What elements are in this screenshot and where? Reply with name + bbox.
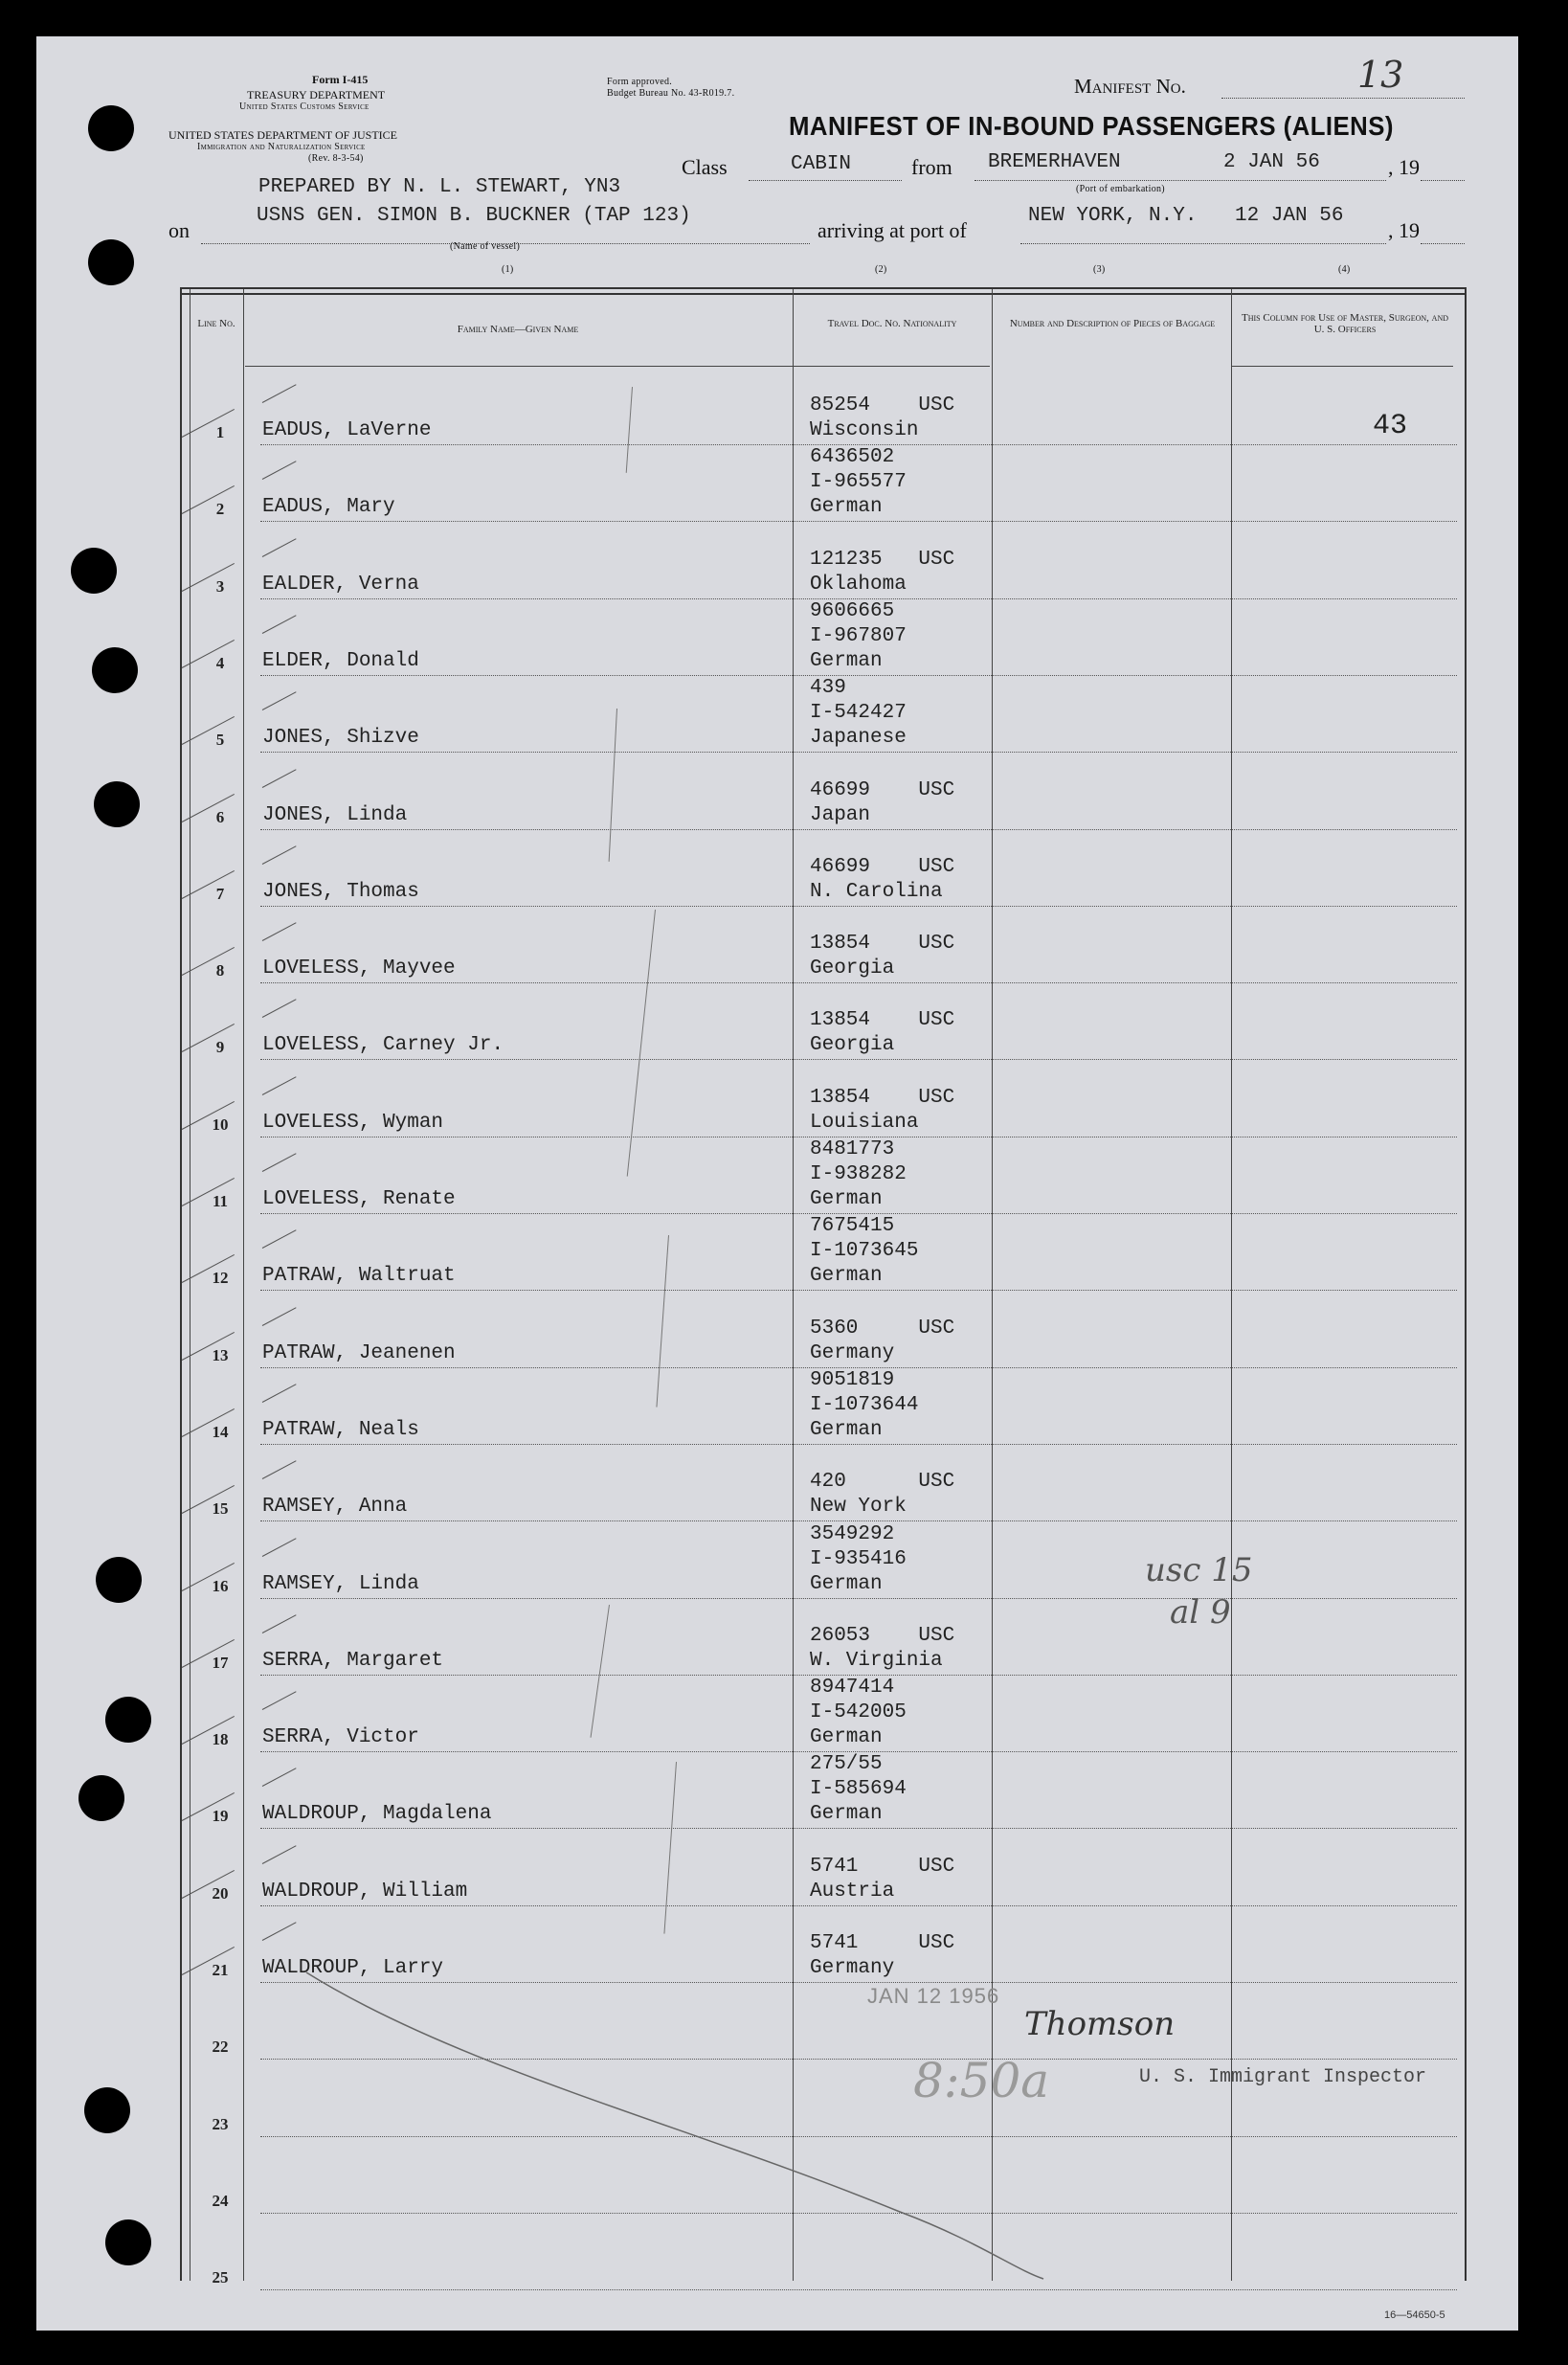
class-value: CABIN <box>791 153 852 175</box>
passenger-name: JONES, Shizve <box>262 727 419 750</box>
travel-doc-number: 13854 USC <box>810 1086 955 1109</box>
passenger-name: WALDROUP, William <box>262 1880 468 1903</box>
travel-doc-number: 9606665 <box>810 599 895 622</box>
travel-doc-number: 121235 USC <box>810 548 955 571</box>
check-mark <box>262 1230 297 1250</box>
year-suffix-2: , 19 <box>1388 218 1420 242</box>
prepared-by: PREPARED BY N. L. STEWART, YN3 <box>258 176 621 198</box>
travel-doc-number: I-935416 <box>810 1547 907 1570</box>
check-mark <box>262 1768 297 1788</box>
line-number: 13 <box>212 1345 229 1364</box>
class-label: Class <box>682 155 728 179</box>
passenger-name: JONES, Linda <box>262 803 408 826</box>
column-number-3: (3) <box>1093 264 1106 275</box>
travel-doc-number: 9051819 <box>810 1368 895 1391</box>
line-number: 5 <box>215 731 225 750</box>
header-travel-doc: Travel Doc. No. Nationality <box>827 318 957 329</box>
nationality: Austria <box>810 1880 895 1903</box>
line-number: 16 <box>212 1576 229 1595</box>
vessel-name: USNS GEN. SIMON B. BUCKNER (TAP 123) <box>257 205 691 227</box>
nationality: Japan <box>810 803 871 826</box>
line-number: 7 <box>215 884 225 903</box>
header-officers: This Column for Use of Master, Surgeon, and U. S. Officers <box>1242 312 1448 335</box>
row-rule <box>260 1905 1457 1906</box>
travel-doc-number: I-585694 <box>810 1778 907 1801</box>
travel-doc-number: 7675415 <box>810 1215 895 1238</box>
binder-hole <box>78 1775 124 1821</box>
nationality: German <box>810 1572 883 1595</box>
line-number: 25 <box>212 2268 229 2287</box>
line-number: 18 <box>212 1730 229 1749</box>
passenger-name: ELDER, Donald <box>262 649 419 672</box>
row-rule <box>260 1598 1457 1599</box>
binder-hole <box>88 239 134 285</box>
nationality: German <box>810 1803 883 1826</box>
column-number-4: (4) <box>1338 264 1351 275</box>
nationality: German <box>810 1188 883 1210</box>
on-label: on <box>168 218 190 242</box>
row-rule <box>260 598 1457 599</box>
page-title: MANIFEST OF IN-BOUND PASSENGERS (ALIENS) <box>789 111 1394 141</box>
row-rule <box>260 1213 1457 1214</box>
passenger-name: LOVELESS, Wyman <box>262 1111 444 1134</box>
from-label: from <box>911 155 952 179</box>
passenger-name: LOVELESS, Renate <box>262 1188 456 1210</box>
line-number: 20 <box>212 1883 229 1903</box>
line-number: 23 <box>212 2114 229 2133</box>
line-number: 1 <box>215 423 225 441</box>
row-rule <box>260 1290 1457 1291</box>
line-number: 22 <box>212 2038 229 2057</box>
binder-hole <box>105 2219 151 2265</box>
nationality: Japanese <box>810 727 907 750</box>
binder-hole <box>94 781 140 827</box>
travel-doc-number: 275/55 <box>810 1753 883 1776</box>
pencil-sweep <box>287 1963 1072 2288</box>
passenger-name: EADUS, LaVerne <box>262 419 432 441</box>
row-rule <box>260 2289 1457 2290</box>
binder-hole <box>84 2087 130 2133</box>
manifest-no-label: Manifest No. <box>1074 75 1186 98</box>
embarkation-port: BREMERHAVEN <box>988 151 1121 173</box>
check-mark <box>262 845 297 865</box>
travel-doc-number: 26053 USC <box>810 1624 955 1647</box>
passenger-name: LOVELESS, Carney Jr. <box>262 1034 504 1057</box>
nationality: N. Carolina <box>810 880 943 903</box>
inspector-title: U. S. Immigrant Inspector <box>1139 2066 1427 2088</box>
check-mark <box>262 1922 297 1941</box>
check-mark <box>262 691 297 710</box>
nationality: Germany <box>810 1957 895 1979</box>
row-rule <box>260 1675 1457 1676</box>
binder-hole <box>96 1557 142 1603</box>
line-number: 2 <box>215 500 225 519</box>
check-mark <box>262 384 297 403</box>
nationality: Oklahoma <box>810 573 907 596</box>
margin-note-usc: usc 15 <box>1145 1551 1253 1589</box>
binder-hole <box>71 548 117 594</box>
check-mark <box>262 769 297 788</box>
line-number: 4 <box>215 653 225 672</box>
nationality: German <box>810 1265 883 1288</box>
travel-doc-number: I-542427 <box>810 702 907 725</box>
line-number: 3 <box>215 576 225 596</box>
line-number: 19 <box>212 1807 229 1826</box>
line-number: 24 <box>212 2191 229 2210</box>
check-mark <box>262 1460 297 1479</box>
line-number: 15 <box>212 1499 229 1519</box>
travel-doc-number: 5741 USC <box>810 1932 955 1954</box>
line-number: 12 <box>212 1269 229 1288</box>
arrival-port: NEW YORK, N.Y. <box>1028 205 1198 227</box>
travel-doc-number: I-542005 <box>810 1701 907 1724</box>
travel-doc-number: I-1073645 <box>810 1240 919 1263</box>
travel-doc-number: 6436502 <box>810 446 895 469</box>
embarkation-date: 2 JAN 56 <box>1223 151 1320 173</box>
passenger-name: JONES, Thomas <box>262 880 419 903</box>
margin-note-al: al 9 <box>1170 1593 1231 1632</box>
nationality: German <box>810 1726 883 1749</box>
passenger-name: RAMSEY, Anna <box>262 1496 408 1519</box>
travel-doc-number: 439 <box>810 677 846 700</box>
row-rule <box>260 444 1457 445</box>
check-mark <box>262 1384 297 1403</box>
inspection-date-stamp: JAN 12 1956 <box>867 1984 1000 2008</box>
manifest-number: 13 <box>1357 54 1404 96</box>
row-rule <box>260 1367 1457 1368</box>
justice-label: UNITED STATES DEPARTMENT OF JUSTICE <box>168 128 398 142</box>
column-number-1: (1) <box>502 264 514 275</box>
pencil-time-note: 8:50a <box>913 2053 1050 2108</box>
year-suffix: , 19 <box>1388 155 1420 179</box>
header-baggage: Number and Description of Pieces of Baggage <box>1009 318 1216 329</box>
officer-count: 43 <box>1373 410 1408 442</box>
check-mark <box>262 1076 297 1095</box>
travel-doc-number: 46699 USC <box>810 855 955 878</box>
travel-doc-number: 3549292 <box>810 1522 895 1545</box>
row-rule <box>260 752 1457 753</box>
travel-doc-number: 13854 USC <box>810 1009 955 1032</box>
budget-bureau: Budget Bureau No. 43-R019.7. <box>607 88 735 99</box>
row-rule <box>260 1059 1457 1060</box>
passenger-name: RAMSEY, Linda <box>262 1572 419 1595</box>
binder-hole <box>92 647 138 693</box>
row-rule <box>260 521 1457 522</box>
nationality: German <box>810 496 883 519</box>
passenger-name: WALDROUP, Magdalena <box>262 1803 492 1826</box>
travel-doc-number: 420 USC <box>810 1471 955 1494</box>
check-mark <box>262 1000 297 1019</box>
travel-doc-number: 5360 USC <box>810 1317 955 1340</box>
row-rule <box>260 982 1457 983</box>
check-mark <box>262 1538 297 1557</box>
passenger-name: WALDROUP, Larry <box>262 1957 444 1979</box>
nationality: New York <box>810 1496 907 1519</box>
check-mark <box>262 615 297 634</box>
check-mark <box>262 1614 297 1633</box>
revision-label: (Rev. 8-3-54) <box>308 153 364 164</box>
travel-doc-number: 8947414 <box>810 1677 895 1700</box>
row-rule <box>260 906 1457 907</box>
line-number: 8 <box>215 961 225 980</box>
passenger-name: PATRAW, Jeanenen <box>262 1341 456 1364</box>
form-number: Form I-415 <box>312 73 369 86</box>
port-caption: (Port of embarkation) <box>1076 184 1165 194</box>
header-name: Family Name—Given Name <box>457 324 579 335</box>
customs-label: United States Customs Service <box>239 101 370 112</box>
travel-doc-number: 13854 USC <box>810 933 955 956</box>
ins-label: Immigration and Naturalization Service <box>197 142 366 152</box>
nationality: Germany <box>810 1341 895 1364</box>
binder-hole <box>105 1697 151 1743</box>
form-approved: Form approved. <box>607 77 673 87</box>
check-mark <box>262 1691 297 1710</box>
passenger-name: SERRA, Victor <box>262 1726 419 1749</box>
nationality: W. Virginia <box>810 1649 943 1672</box>
travel-doc-number: I-938282 <box>810 1163 907 1185</box>
check-mark <box>262 538 297 557</box>
travel-doc-number: 5741 USC <box>810 1855 955 1878</box>
passenger-name: SERRA, Margaret <box>262 1649 444 1672</box>
nationality: Louisiana <box>810 1111 919 1134</box>
line-number: 21 <box>212 1961 229 1979</box>
passenger-name: EALDER, Verna <box>262 573 419 596</box>
vessel-caption: (Name of vessel) <box>450 241 521 252</box>
passenger-name: PATRAW, Waltruat <box>262 1265 456 1288</box>
arrival-date: 12 JAN 56 <box>1235 205 1344 227</box>
header-line-no: Line No. <box>197 318 235 329</box>
form-print-code: 16—54650-5 <box>1384 2309 1445 2321</box>
nationality: Georgia <box>810 957 895 980</box>
row-rule <box>260 1751 1457 1752</box>
line-number: 17 <box>212 1653 229 1672</box>
treasury-label: TREASURY DEPARTMENT <box>247 88 386 101</box>
nationality: German <box>810 649 883 672</box>
row-rule <box>260 829 1457 830</box>
nationality: German <box>810 1418 883 1441</box>
row-rule <box>260 1828 1457 1829</box>
passenger-name: EADUS, Mary <box>262 496 395 519</box>
check-mark <box>262 462 297 481</box>
row-rule <box>260 1444 1457 1445</box>
travel-doc-number: 46699 USC <box>810 778 955 801</box>
inspector-signature: Thomson <box>1024 2005 1176 2043</box>
nationality: Georgia <box>810 1034 895 1057</box>
line-number: 6 <box>215 807 225 826</box>
arriving-label: arriving at port of <box>818 218 967 242</box>
binder-hole <box>88 105 134 151</box>
travel-doc-number: I-1073644 <box>810 1393 919 1416</box>
line-number: 10 <box>212 1115 229 1134</box>
nationality: Wisconsin <box>810 419 919 441</box>
column-number-2: (2) <box>875 264 887 275</box>
row-rule <box>260 675 1457 676</box>
passenger-name: PATRAW, Neals <box>262 1418 419 1441</box>
check-mark <box>262 1845 297 1864</box>
travel-doc-number: I-965577 <box>810 471 907 494</box>
travel-doc-number: 85254 USC <box>810 394 955 417</box>
line-number: 11 <box>212 1192 229 1210</box>
check-mark <box>262 1307 297 1326</box>
travel-doc-number: 8481773 <box>810 1138 895 1160</box>
passenger-name: LOVELESS, Mayvee <box>262 957 456 980</box>
row-rule <box>260 1520 1457 1521</box>
check-mark <box>262 1153 297 1172</box>
travel-doc-number: I-967807 <box>810 624 907 647</box>
line-number: 9 <box>215 1038 225 1057</box>
line-number: 14 <box>212 1422 229 1441</box>
check-mark <box>262 922 297 941</box>
